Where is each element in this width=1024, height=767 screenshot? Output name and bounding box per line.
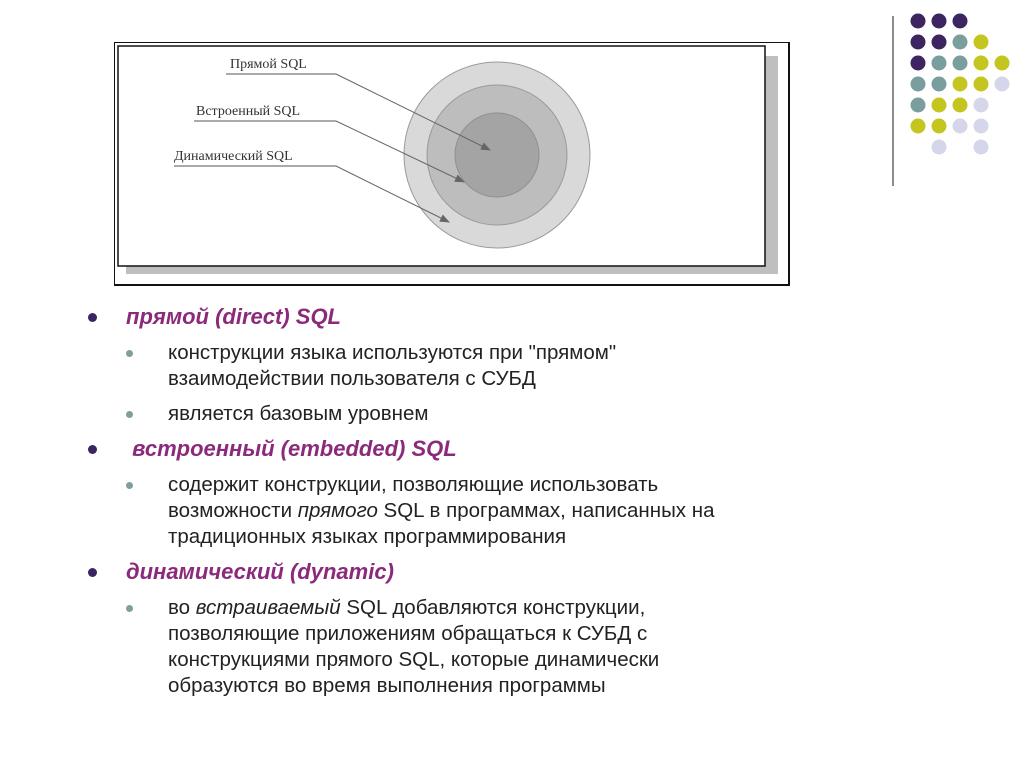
decor-dot <box>953 98 968 113</box>
text-line: образуются во время выполнения программы <box>168 674 606 697</box>
decor-dot <box>911 77 926 92</box>
text-line: традиционных языках программирования <box>168 525 567 548</box>
text-segment: возможности <box>168 499 298 522</box>
circle-dynamic-sql <box>455 113 539 197</box>
bullet-list <box>84 304 984 708</box>
sub-bullet-direct-2 <box>84 401 984 427</box>
decor-dot <box>995 77 1010 92</box>
text-line: позволяющие приложениям обращаться к СУБД с <box>168 622 648 645</box>
bullet-dynamic-sql-heading: динамический (dynamic) <box>84 559 984 585</box>
sql-levels-diagram <box>114 42 790 286</box>
text-line <box>168 498 984 524</box>
decor-dot <box>911 98 926 113</box>
decor-dot <box>932 98 947 113</box>
decor-dot <box>911 14 926 29</box>
decor-dot <box>932 140 947 155</box>
decor-dot <box>974 140 989 155</box>
decor-dot <box>974 56 989 71</box>
bullet-direct-sql-heading: прямой (direct) SQL <box>84 304 984 330</box>
text-line: взаимодействии пользователя с СУБД <box>168 367 536 390</box>
sub-bullet-embedded-1 <box>84 472 984 550</box>
decor-dot <box>974 98 989 113</box>
italic-word: прямого <box>297 499 378 522</box>
label-dynamic-sql: Динамический SQL <box>174 149 293 164</box>
decor-dot <box>932 119 947 134</box>
text-line <box>168 595 984 621</box>
text-line: содержит конструкции, позволяющие использовать <box>168 473 659 496</box>
text-line: конструкциями прямого SQL, которые динамически <box>168 648 660 671</box>
italic-word: встраиваемый <box>195 596 341 619</box>
decor-dot <box>953 119 968 134</box>
text-line: является базовым уровнем <box>168 402 429 425</box>
label-direct-sql: Прямой SQL <box>230 57 307 72</box>
text-line: конструкции языка используются при "прямом" <box>168 341 617 364</box>
decor-dot <box>974 77 989 92</box>
decor-dot <box>932 56 947 71</box>
decor-dot <box>932 14 947 29</box>
decor-dot <box>911 119 926 134</box>
sub-bullet-direct-1 <box>84 340 984 392</box>
label-embedded-sql: Встроенный SQL <box>196 104 301 119</box>
decor-dot <box>932 77 947 92</box>
text-segment: SQL добавляются конструкции, <box>340 596 646 619</box>
decorative-vertical-line <box>892 16 894 186</box>
text-segment: SQL в программах, написанных на <box>377 499 715 522</box>
bullet-embedded-sql-heading: встроенный (embedded) SQL <box>84 436 984 462</box>
decor-dot <box>974 119 989 134</box>
text-segment: во <box>168 596 196 619</box>
decor-dot <box>932 35 947 50</box>
decor-dot <box>974 35 989 50</box>
decor-dot <box>953 35 968 50</box>
sub-bullet-dynamic-1 <box>84 595 984 699</box>
decor-dot <box>995 56 1010 71</box>
decor-dot <box>911 35 926 50</box>
decor-dot <box>911 56 926 71</box>
decor-dot <box>953 77 968 92</box>
decor-dot <box>953 14 968 29</box>
decor-dot <box>953 56 968 71</box>
